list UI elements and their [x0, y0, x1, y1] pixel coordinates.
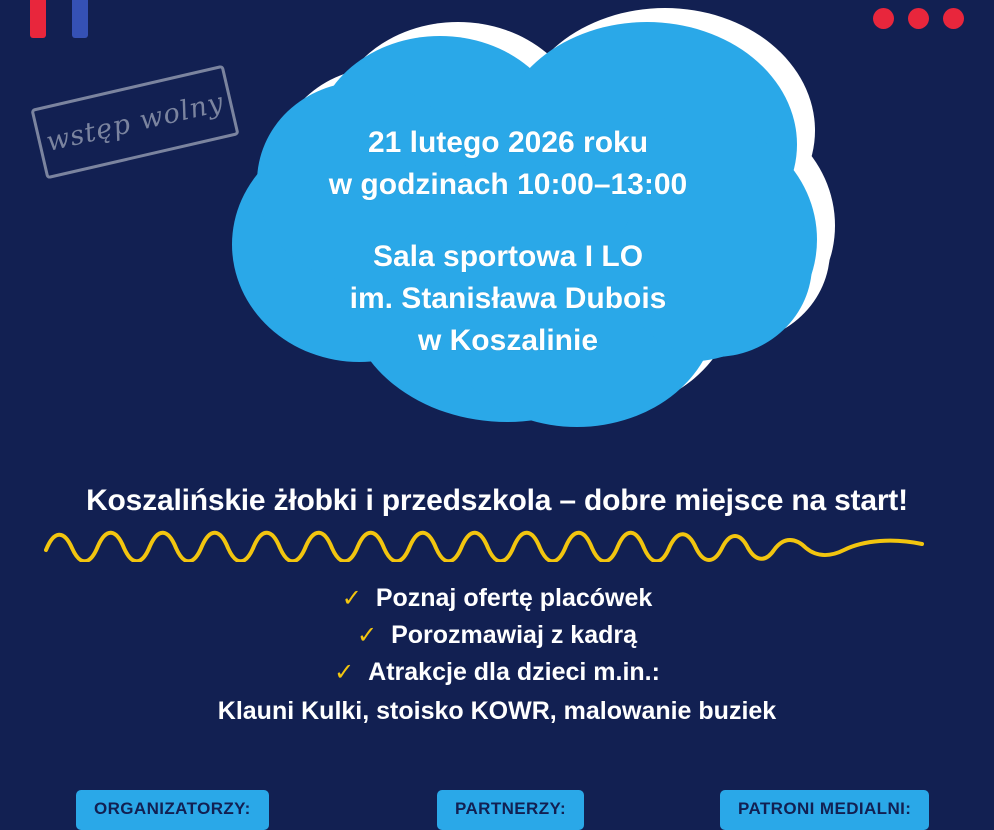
- blue-tab-marker: [72, 0, 88, 38]
- event-date-line-1: 21 lutego 2026 roku: [367, 126, 649, 159]
- check-icon: ✓: [334, 659, 355, 686]
- attractions-footnote: Klauni Kulki, stoisko KOWR, malowanie buziek: [217, 697, 777, 725]
- event-time-line: w godzinach 10:00–13:00: [328, 168, 688, 201]
- venue-line-3: w Koszalinie: [417, 324, 599, 357]
- red-dot-icon: [873, 8, 894, 29]
- list-item: [0, 580, 994, 617]
- yellow-squiggle-underline: [44, 522, 944, 562]
- list-item-label: Poznaj ofertę placówek: [375, 584, 653, 612]
- red-dots-group: [873, 8, 964, 29]
- footer-label-row: [0, 790, 994, 828]
- cloud-callout: [197, 22, 819, 442]
- list-item-label: Porozmawiaj z kadrą: [391, 621, 638, 649]
- footer-label-partners: PARTNERZY:: [437, 790, 584, 830]
- cloud-text-block: [197, 122, 819, 362]
- stamp-label: wstęp wolny: [43, 86, 227, 158]
- list-item: [0, 654, 994, 691]
- red-tab-marker: [30, 0, 46, 38]
- footer-label-organizers: ORGANIZATORZY:: [76, 790, 269, 830]
- red-dot-icon: [908, 8, 929, 29]
- footer-label-media-patrons: PATRONI MEDIALNI:: [720, 790, 929, 830]
- check-icon: ✓: [341, 585, 362, 612]
- list-item: [0, 617, 994, 654]
- red-dot-icon: [943, 8, 964, 29]
- check-icon: ✓: [356, 622, 378, 649]
- text-spacer: [197, 206, 819, 236]
- venue-line-1: Sala sportowa I LO: [372, 240, 644, 273]
- features-list: [0, 580, 994, 730]
- venue-line-2: im. Stanisława Dubois: [349, 282, 667, 315]
- page-title: Koszalińskie żłobki i przedszkola – dobre miejsce na start!: [86, 484, 908, 517]
- list-item-label: Atrakcje dla dzieci m.in.:: [368, 658, 660, 686]
